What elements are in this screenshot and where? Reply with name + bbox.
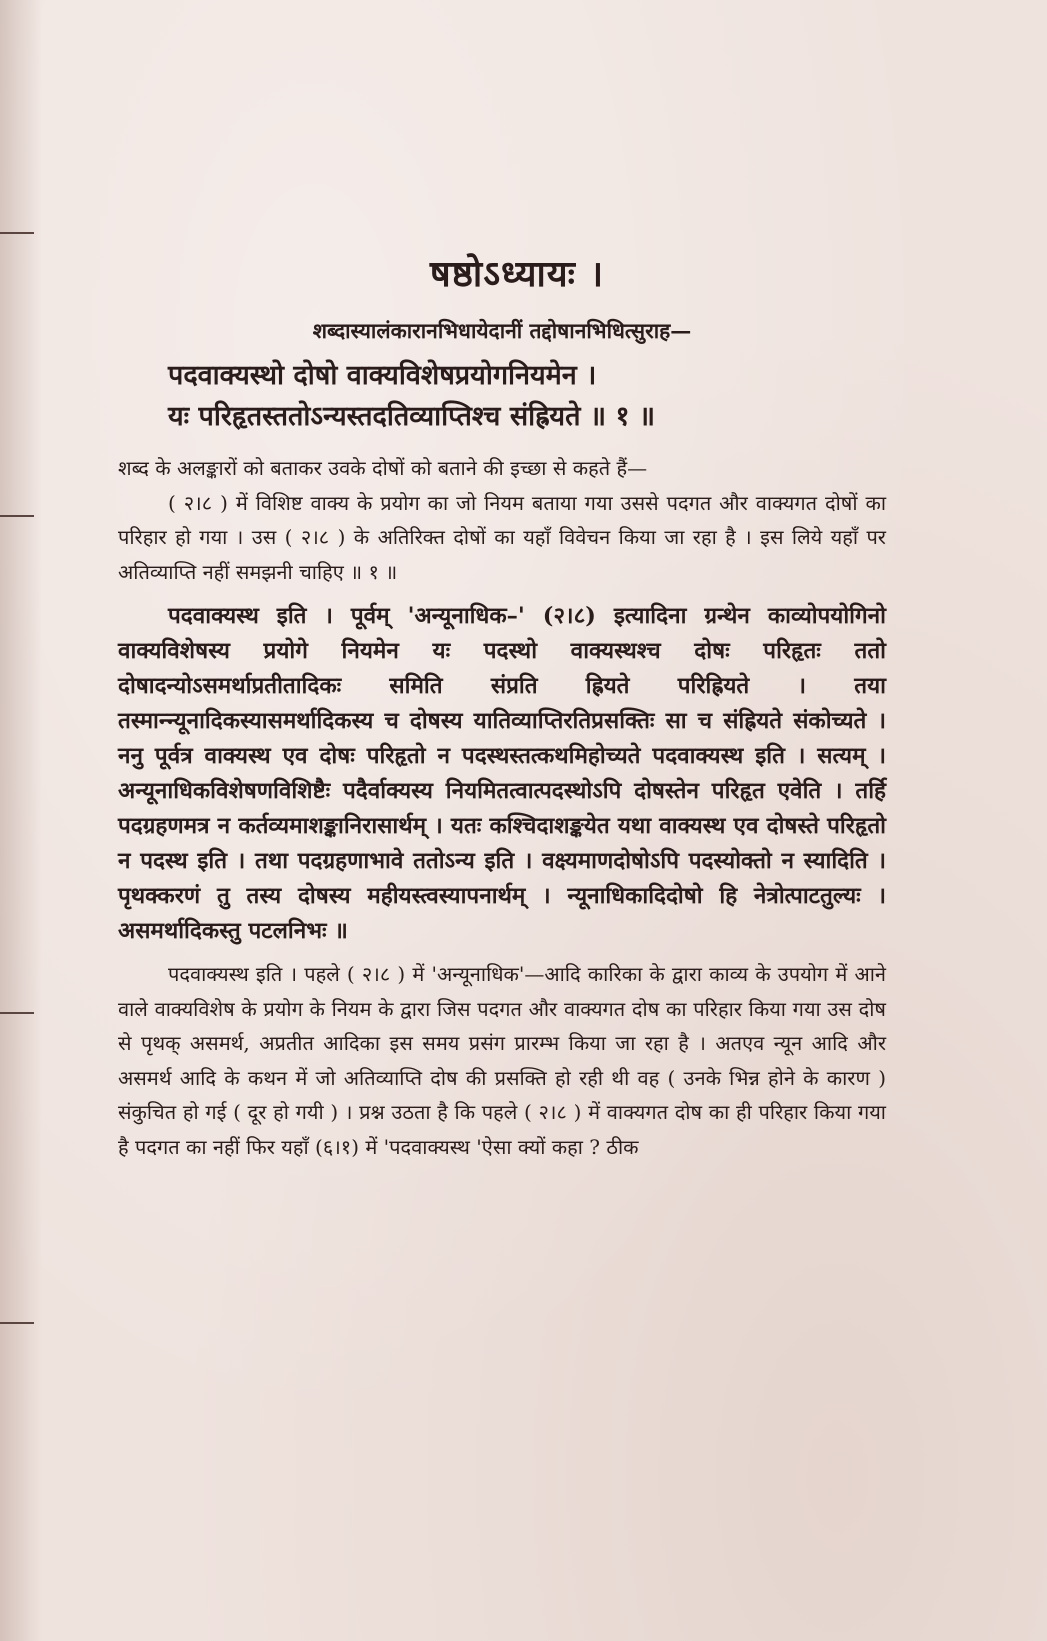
hindi-translation-body: ( २।८ ) में विशिष्ट वाक्य के प्रयोग का जो नियम बताया गया उससे पदगत और वाक्यगत दोषों का परिहार हो गया । उस ( २।८ ) के अतिरिक्त दोषों का यहाँ विवेचन किया जा रहा है । इस लिये यहाँ पर अतिव्याप्ति नहीं समझनी चाहिए ॥ १ ॥: [118, 490, 886, 584]
margin-mark: [0, 1012, 34, 1014]
verse-line-2: यः परिहृतस्ततोऽन्यस्तदतिव्याप्तिश्च संह्रियते ॥ १ ॥: [168, 401, 656, 432]
hindi-commentary: पदवाक्यस्थ इति । पहले ( २।८ ) में 'अन्यूनाधिक'—आदि कारिका के द्वारा काव्य के उपयोग में आने वाले वाक्यविशेष के प्रयोग के नियम के द्वारा जिस पदगत और वाक्यगत दोष का परिहार किया गया उस दोष से पृथक् असमर्थ, अप्रतीत आदिका इस समय प्रसंग प्रारम्भ किया जा रहा है । अतएव न्यून आदि और असमर्थ आदि के कथन में जो अतिव्याप्ति दोष की प्रसक्ति हो रही थी वह ( उनके भिन्न होने के कारण ) संकुचित हो गई ( दूर हो गयी ) । प्रश्न उठता है कि पहले ( २।८ ) में वाक्यगत दोष का ही परिहार किया गया है पदगत का नहीं फिर यहाँ (६।१) में 'पदवाक्यस्थ 'ऐसा क्यों कहा ? ठीक: [118, 962, 886, 1159]
hindi-translation-lead: शब्द के अलङ्कारों को बताकर उवके दोषों को बताने की इच्छा से कहते हैं—: [118, 456, 648, 480]
hindi-translation: [118, 451, 886, 589]
intro-line: शब्दास्यालंकारानभिधायेदानीं तद्दोषानभिधित्सुराह—: [312, 318, 692, 343]
verse-line-1: पदवाक्यस्थो दोषो वाक्यविशेषप्रयोगनियमेन ।: [168, 360, 597, 391]
chapter-title: षष्ठोऽध्यायः ।: [429, 253, 605, 295]
margin-mark: [0, 232, 34, 234]
margin-mark: [0, 1322, 34, 1324]
page-content: [118, 248, 886, 1164]
sanskrit-commentary: पदवाक्यस्थ इति । पूर्वम् 'अन्यूनाधिक–' (२।८) इत्यादिना ग्रन्थेन काव्योपयोगिनो वाक्यविशेषस्य प्रयोगे नियमेन यः पदस्थो वाक्यस्थश्च दोषः परिहृतः ततो दोषादन्योऽसमर्थाप्रतीतादिकः समिति संप्रति ह्रियते परिह्रियते । तया तस्मान्न्यूनादिकस्यासमर्थादिकस्य च दोषस्य यातिव्याप्तिरतिप्रसक्तिः सा च संह्रियते संकोच्यते । ननु पूर्वत्र वाक्यस्थ एव दोषः परिहृतो न पदस्थस्तत्कथमिहोच्यते पदवाक्यस्थ इति । सत्यम् । अन्यूनाधिकविशेषणविशिष्टैः पदैर्वाक्यस्य नियमितत्वात्पदस्थोऽपि दोषस्तेन परिहृत एवेति । तर्हि पदग्रहणमत्र न कर्तव्यमाशङ्कानिरासार्थम् । यतः कश्चिदाशङ्कयेत यथा वाक्यस्थ एव दोषस्ते परिहृतो न पदस्थ इति । तथा पदग्रहणाभावे ततोऽन्य इति । वक्ष्यमाणदोषोऽपि पदस्योक्तो न स्यादिति । पृथक्करणं तु तस्य दोषस्य महीयस्त्वस्यापनार्थम् । न्यूनाधिकादिदोषो हि नेत्रोत्पाटतुल्यः । असमर्थादिकस्तु पटलनिभः ॥: [118, 603, 886, 944]
margin-mark: [0, 515, 34, 517]
karika-verse: [118, 355, 886, 437]
page-spine-shadow: [0, 0, 42, 1641]
